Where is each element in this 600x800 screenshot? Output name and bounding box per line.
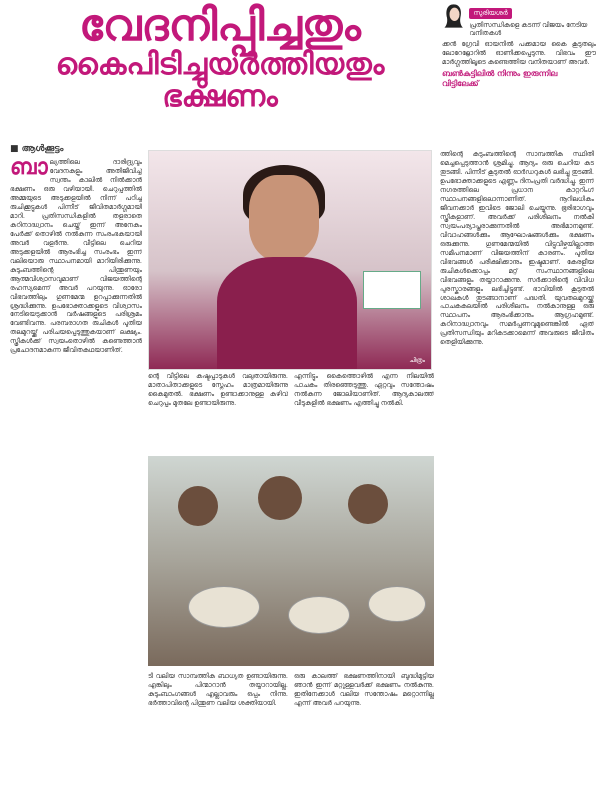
company-logo bbox=[363, 271, 421, 309]
photo-face-shape bbox=[249, 175, 319, 261]
photo-caption: ചിത്രം bbox=[409, 357, 425, 364]
article-column-2: ന്റെ വീട്ടിലെ കഷ്ടപ്പാടുകൾ വലുതായിരുന്നു. മാതാപിതാക്കളുടെ സ്നേഹം മാത്രമായിരുന്നു കൈമുതൽ. ഭക്ഷണം ഉണ്ടാക്കാനുള്ള കഴിവ് ചെറുപ്പം മുതലേ ഉണ്ടായിരുന്നു. bbox=[148, 372, 288, 407]
article-column-3: എന്നിട്ടും കൈത്തൊഴിൽ എന്ന നിലയിൽ പാചകം തിരഞ്ഞെടുത്തു. ഏറ്റവും സന്തോഷം നൽകുന്ന ജോലിയാണിത്. ആദ്യകാലത്ത് വീടുകളിൽ ഭക്ഷണം എത്തിച്ചു നൽകി. bbox=[294, 372, 434, 407]
photo-bowl-1 bbox=[188, 586, 260, 628]
article-column-5: ടി വലിയ സാമ്പത്തിക ബാധ്യത ഉണ്ടായിരുന്നു. എങ്കിലും പിന്മാറാൻ തയ്യാറായില്ല. കുടുംബാംഗങ്ങൾ എല്ലാവരും ഒപ്പം നിന്നു. ഭർത്താവിന്റെ പിന്തുണ വലിയ ശക്തിയായി. bbox=[148, 672, 288, 707]
subheading: ബൺകുട്ടിലിൽ നിന്നും ഇരുന്നില വിട്ടിലേക്ക് bbox=[442, 69, 558, 89]
byline: ■ ആൾക്കൂട്ടം bbox=[10, 144, 64, 154]
photo-person-1 bbox=[178, 486, 218, 526]
column-tag: സുരിയശർ bbox=[469, 8, 511, 19]
photo-person-3 bbox=[348, 484, 388, 524]
column-1-text: ല്യത്തിലെ ദാരിദ്ര്യവും വേദനകളും അതിജീവിച്ച് സ്വന്തം കാലിൽ നിൽക്കാൻ ഭക്ഷണം ഒരു വഴിയായി. ചെറുപ്പത്തിൽ അമ്മയുടെ അടുക്കളയിൽ നിന്ന് പഠിച്ച രുചിക്കൂട്ടുകൾ പിന്നീട് ജീവിതമാർഗ്ഗമായി മാറി. പ്രതിസന്ധികളിൽ തളരാതെ കഠിനാദ്ധ്വാനം ചെയ്ത് ഇന്ന് അനേകം പേർക്ക് തൊഴിൽ നൽകുന്ന സംരംഭകയായി അവർ വളർന്നു. വീട്ടിലെ ചെറിയ അടുക്കളയിൽ ആരംഭിച്ച സംരംഭം ഇന്ന് വലിയൊരു സ്ഥാപനമായി മാറിയിരിക്കുന്നു. കുടുംബത്തിന്റെ പിന്തുണയും ആത്മവിശ്വാസവുമാണ് വിജയത്തിന്റെ രഹസ്യമെന്ന് അവർ പറയുന്നു. ഓരോ വിഭവത്തിലും ഗുണമേന്മ ഉറപ്പാക്കുന്നതിൽ ശ്രദ്ധിക്കുന്നു. ഉപഭോക്താക്കളുടെ വിശ്വാസം നേടിയെടുക്കാൻ വർഷങ്ങളുടെ പരിശ്രമം വേണ്ടിവന്നു. പരമ്പരാഗത രുചികൾ പുതിയ തലമുറയ്ക്ക് പരിചയപ്പെടുത്തുകയാണ് ലക്ഷ്യം. സ്ത്രീകൾക്ക് സ്വയംതൊഴിൽ കണ്ടെത്താൻ പ്രചോദനമാകുന്ന ജീവിതകഥയാണിത്. bbox=[10, 158, 142, 355]
photo-bowl-3 bbox=[368, 586, 426, 622]
drop-cap: ബാ bbox=[10, 158, 48, 180]
woman-profile-icon bbox=[442, 0, 465, 32]
sidebar-intro bbox=[442, 0, 596, 150]
photo-bowl-2 bbox=[288, 596, 350, 634]
article-column-1 bbox=[10, 158, 142, 794]
headline-line-2: കൈപിടിച്ചുയർത്തിയതും bbox=[55, 47, 385, 82]
photo-body-shape bbox=[217, 257, 357, 369]
article-column-6: ഒരു കാലത്ത് ഭക്ഷണത്തിനായി ബുദ്ധിമുട്ടിയ ഞാൻ ഇന്ന് മറ്റുള്ളവർക്ക് ഭക്ഷണം നൽകുന്നു. ഇതിനേക്കാൾ വലിയ സന്തോഷം മറ്റൊന്നില്ല എന്ന് അവർ പറയുന്നു. bbox=[294, 672, 434, 707]
headline-line-3: ഭക്ഷണം bbox=[162, 79, 278, 114]
headline bbox=[0, 0, 440, 140]
photo-person-2 bbox=[258, 476, 302, 520]
column-description: പ്രതിസന്ധികളെ കടന്ന് വിജയം നേടിയ വനിതകൾ bbox=[469, 21, 588, 38]
portrait-photo bbox=[148, 150, 432, 370]
kitchen-photo bbox=[148, 456, 434, 666]
headline-line-1: വേദനിപ്പിച്ചതും bbox=[79, 0, 361, 51]
profile-header bbox=[442, 0, 596, 36]
article-column-4: ത്തിന്റെ കുടുംബത്തിന്റെ സാമ്പത്തിക സ്ഥിതി മെച്ചപ്പെടുത്താൻ ശ്രമിച്ചു. ആദ്യം ഒരു ചെറിയ കട തുടങ്ങി. പിന്നീട് കൂടുതൽ ഓർഡറുകൾ ലഭിച്ചു തുടങ്ങി. ഉപഭോക്താക്കളുടെ എണ്ണം ദിനംപ്രതി വർദ്ധിച്ചു. ഇന്ന് നഗരത്തിലെ പ്രധാന കാറ്ററിംഗ് സ്ഥാപനങ്ങളിലൊന്നാണിത്. നൂറിലധികം ജീവനക്കാർ ഇവിടെ ജോലി ചെയ്യുന്നു. ഭൂരിഭാഗവും സ്ത്രീകളാണ്. അവർക്ക് പരിശീലനം നൽകി സ്വയംപര്യാപ്തരാക്കുന്നതിൽ അഭിമാനമുണ്ട്. വിവാഹങ്ങൾക്കും ആഘോഷങ്ങൾക്കും ഭക്ഷണം ഒരുക്കുന്നു. ഗുണമേന്മയിൽ വിട്ടുവീഴ്ചയില്ലാത്ത സമീപനമാണ് വിജയത്തിന് കാരണം. പുതിയ വിഭവങ്ങൾ പരീക്ഷിക്കാനും ഇഷ്ടമാണ്. കേരളീയ രുചികൾക്കൊപ്പം മറ്റ് സംസ്ഥാനങ്ങളിലെ വിഭവങ്ങളും തയ്യാറാക്കുന്നു. സർക്കാരിന്റെ വിവിധ പുരസ്കാരങ്ങളും ലഭിച്ചിട്ടുണ്ട്. ഭാവിയിൽ കൂടുതൽ ശാഖകൾ തുടങ്ങാനാണ് പദ്ധതി. യുവതലമുറയ്ക്ക് പാചകകലയിൽ പരിശീലനം നൽകാനുള്ള ഒരു സ്ഥാപനം ആരംഭിക്കാനും ആഗ്രഹമുണ്ട്. കഠിനാദ്ധ്വാനവും സമർപ്പണവുമുണ്ടെങ്കിൽ ഏത് പ്രതിസന്ധിയും മറികടക്കാമെന്ന് അവരുടെ ജീവിതം തെളിയിക്കുന്നു. bbox=[440, 150, 594, 347]
intro-text: ക്കൻ ഗ്രേവി ഓയനിൽ പക്കമായ കൈ കൂടുതലും ലോറേറ്റ്ലോറിൽ ഓണിക്കപ്പെടുന്നു. വിഭവം ഈ മാർഗ്ഗത്തിലൂടെ കണ്ടെത്തിയ വനിതയാണ് അവർ. bbox=[442, 40, 596, 66]
